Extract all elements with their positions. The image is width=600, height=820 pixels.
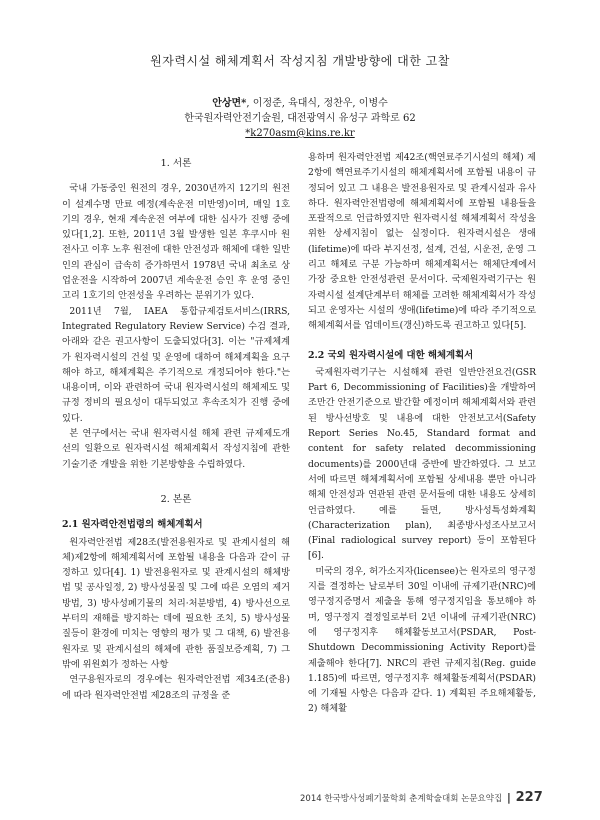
right-column [308,150,536,717]
paper-title: 원자력시설 해체계획서 작성지침 개발방향에 대한 고찰 [150,54,450,68]
body-paragraph-4: 국제원자력기구는 시설해체 관련 일반안전요건(GSR Part 6, Decommissioning of Facilities)을 개발하여 조만간 안전기준으로 발간할 예정이며 해체계획서와 관련된 방사선방호 및 내용에 대한 안전보고서(Safety Report Series No.45, Standard format and content for safety related decommissioning documents)를 2000년대 중반에 발간하였다. 그 보고서에 따르면 해체계획서에 포함될 상세내용 뿐만 아니라 해체 안전성과 연관된 관련 문서들에 대한 내용도 상세히 언급하였다. 예를 들면, 방사성특성화계획(Characterization plan), 최종방사성조사보고서(Final radiological survey report) 등이 포함된다[6]. [308,366,536,562]
section-heading-introduction: 1. 서론 [160,158,192,169]
page-footer [300,790,543,805]
author-line [0,96,600,111]
body-paragraph-2: 연구용원자로의 경우에는 원자력안전법 제34조(준용)에 따라 원자력안전법 제28조의 규정을 준 [62,674,290,701]
left-column [62,150,290,703]
body-paragraph-3: 용하며 원자력안전법 제42조(핵연료주기시설의 해체) 제2항에 핵연료주기시설의 해체계획서에 포함될 내용이 규정되어 있고 그 내용은 발전용원자로 및 관계시설과 유사하다. 원자력안전법령에 해체계획서에 포함될 내용들을 포괄적으로 언급하였지만 원자력시설 해체계획서 작성을 위한 상세지침이 없는 실정이다. 원자력시설은 생애(lifetime)에 따라 부지선정, 설계, 건설, 시운전, 운영 그리고 해체로 구분 가능하며 해체계획서는 해체단계에서 가장 중요한 안전성관련 문서이다. 국제원자력기구는 원자력시설 설계단계부터 해체를 고려한 해체계획서가 작성되고 운영자는 시설의 생애(lifetime)에 따라 주기적으로 해체계획서를 업데이트(갱신)하도록 권고하고 있다[5]. [308,152,536,332]
intro-paragraph-3: 본 연구에서는 국내 원자력시설 해체 관련 규제제도개선의 일환으로 원자력시설 해체계획서 작성지침에 관한 기술기준 개발을 위한 기본방향을 수립하였다. [62,428,290,470]
subsection-heading-2-2: 2.2 국외 원자력시설에 대한 해체계획서 [308,349,474,361]
subsection-heading-2-1: 2.1 원자력안전법령의 해체계획서 [62,519,203,531]
footer-separator: | [506,791,511,804]
intro-paragraph-2: 2011년 7월, IAEA 통합규제검토서비스(IRRS, Integrated Regulatory Review Service) 수검 결과, 아래와 같은 권고사항이 도출되었다[3]. 이는 "규제체계가 원자력시설의 건설 및 운영에 대하여 해체계획을 요구해야 하고, 해체계획은 주기적으로 개정되어야 한다."는 내용이며, 이와 관련하여 국내 원자력시설의 해체제도 및 규정 정비의 필요성이 대두되었고 후속조치가 진행 중에 있다. [62,305,290,424]
intro-paragraph-1: 국내 가동중인 원전의 경우, 2030년까지 12기의 원전이 설계수명 만료 예정(계속운전 미반영)이며, 매일 1호기의 경우, 현재 계속운전 여부에 대한 심사가 진행 중에 있다[1,2]. 또한, 2011년 3월 발생한 일본 후쿠시마 원전사고 이후 노후 원전에 대한 안전성과 해체에 대한 일반인의 관심이 급속히 증가하면서 1978년 국내 최초로 상업운전을 시작하여 2007년 계속운전 승인 후 운영 중인 고리 1호기의 안전성을 우려하는 분위기가 있다. [62,183,290,302]
page-number: 227 [515,790,543,805]
body-paragraph-5: 미국의 경우, 허가소지자(licensee)는 원자로의 영구정지를 결정하는 날로부터 30일 이내에 규제기관(NRC)에 영구정지증명서 제출을 통해 영구정지임을 통보해야 하며, 영구정지 결정일로부터 2년 이내에 규제기관(NRC)에 영구정지후 해체활동보고서(PSDAR, Post-Shutdown Decommissioning Activity Report)를 제출해야 한다[7]. NRC의 관련 규제지침(Reg. guide 1.185)에 따르면, 영구정지후 해체활동계획서(PSDAR)에 기재될 사항은 다음과 같다. 1) 계획된 주요해체활동, 2) 해체활 [308,565,536,715]
corresponding-author: 안상면* [212,98,247,109]
affiliation: 한국원자력안전기술원, 대전광역시 유성구 과학로 62 [184,113,416,124]
section-heading-body: 2. 본론 [160,493,192,505]
author-email-link[interactable]: *k270asm@kins.re.kr [245,128,355,139]
conference-name: 2014 한국방사성폐기물학회 춘계학술대회 논문요약집 [300,794,503,804]
body-paragraph-1: 원자력안전법 제28조(발전용원자로 및 관계시설의 해체)제2항에 해체계획서에 포함될 내용을 다음과 같이 규정하고 있다[4]. 1) 발전용원자로 및 관계시설의 해체방법 및 공사일정, 2) 방사성물질 및 그에 따른 오염의 제거방법, 3) 방사성폐기물의 처리·처분방법, 4) 방사선으로부터의 재해를 방지하는 데에 필요한 조치, 5) 방사성물질등이 환경에 미치는 영향의 평가 및 그 대책, 6) 발전용원자로 및 관계시설의 해체에 관한 품질보증계획, 7) 그 밖에 위원회가 정하는 사항 [62,536,290,670]
co-authors: , 이정준, 육대식, 정찬우, 이병수 [246,98,388,109]
author-block [0,96,600,141]
